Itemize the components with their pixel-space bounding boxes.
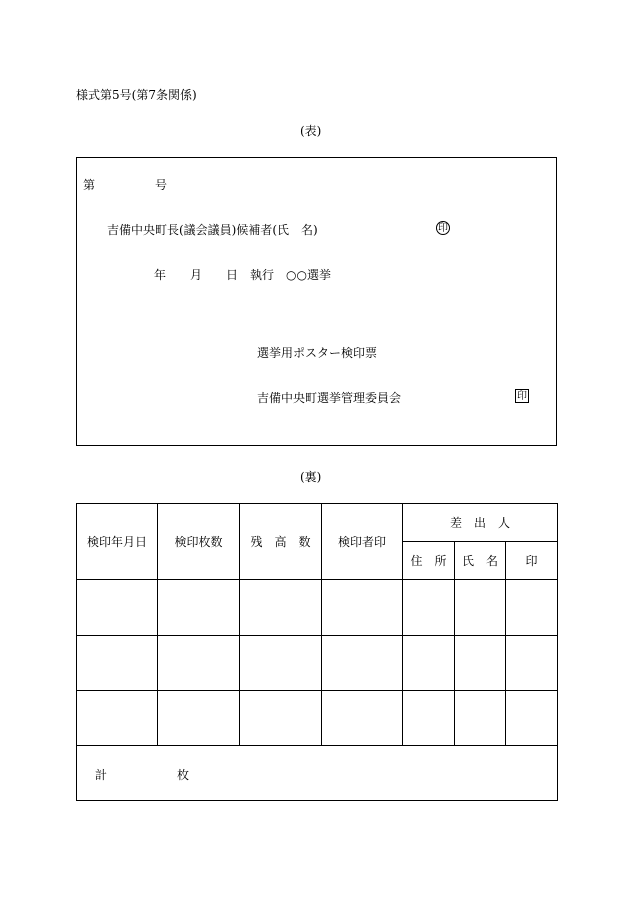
table-cell[interactable] (77, 691, 158, 746)
header-inspector: 検印者印 (322, 504, 403, 580)
table-cell[interactable] (240, 691, 322, 746)
table-cell[interactable] (158, 636, 240, 691)
table-cell[interactable] (403, 636, 455, 691)
candidate-line: 吉備中央町長(議会議員)候補者(氏 名) (107, 223, 318, 237)
table-cell[interactable] (455, 580, 506, 636)
table-row (77, 636, 558, 691)
table-cell[interactable] (158, 691, 240, 746)
ticket-title: 選挙用ポスター検印票 (257, 346, 378, 360)
table-row (77, 580, 558, 636)
total-unit: 枚 (177, 768, 190, 782)
table-cell[interactable] (77, 580, 158, 636)
header-count: 検印枚数 (158, 504, 240, 580)
committee-seal: 印 (517, 391, 527, 402)
header-remaining: 残 高 数 (240, 504, 322, 580)
table-cell[interactable] (240, 636, 322, 691)
table-cell[interactable] (158, 580, 240, 636)
table-cell[interactable] (403, 691, 455, 746)
front-section-label: (表) (300, 124, 322, 138)
table-cell[interactable] (322, 636, 403, 691)
number-suffix: 号 (155, 178, 168, 192)
table-cell[interactable] (240, 580, 322, 636)
committee-name: 吉備中央町選挙管理委員会 (257, 391, 402, 405)
back-section-label: (裏) (300, 470, 322, 484)
table-row (77, 691, 558, 746)
total-label: 計 (95, 768, 108, 782)
inspection-table (76, 503, 558, 801)
table-cell[interactable] (322, 691, 403, 746)
header-name: 氏 名 (455, 542, 506, 580)
table-cell[interactable] (322, 580, 403, 636)
header-date: 検印年月日 (77, 504, 158, 580)
header-submitter: 差 出 人 (403, 504, 558, 542)
table-cell[interactable] (506, 580, 558, 636)
header-address: 住 所 (403, 542, 455, 580)
table-cell[interactable] (403, 580, 455, 636)
table-cell[interactable] (77, 636, 158, 691)
front-form-box (76, 157, 557, 446)
header-seal: 印 (506, 542, 558, 580)
table-cell[interactable] (455, 636, 506, 691)
form-title: 様式第5号(第7条関係) (76, 88, 197, 102)
election-line: 年 月 日 執行 ○○選挙 (154, 268, 331, 282)
table-cell[interactable] (455, 691, 506, 746)
table-cell[interactable] (506, 636, 558, 691)
number-prefix: 第 (83, 178, 96, 192)
total-cell (77, 746, 558, 801)
total-row (77, 746, 558, 801)
candidate-seal: 印 (438, 223, 448, 234)
table-cell[interactable] (506, 691, 558, 746)
